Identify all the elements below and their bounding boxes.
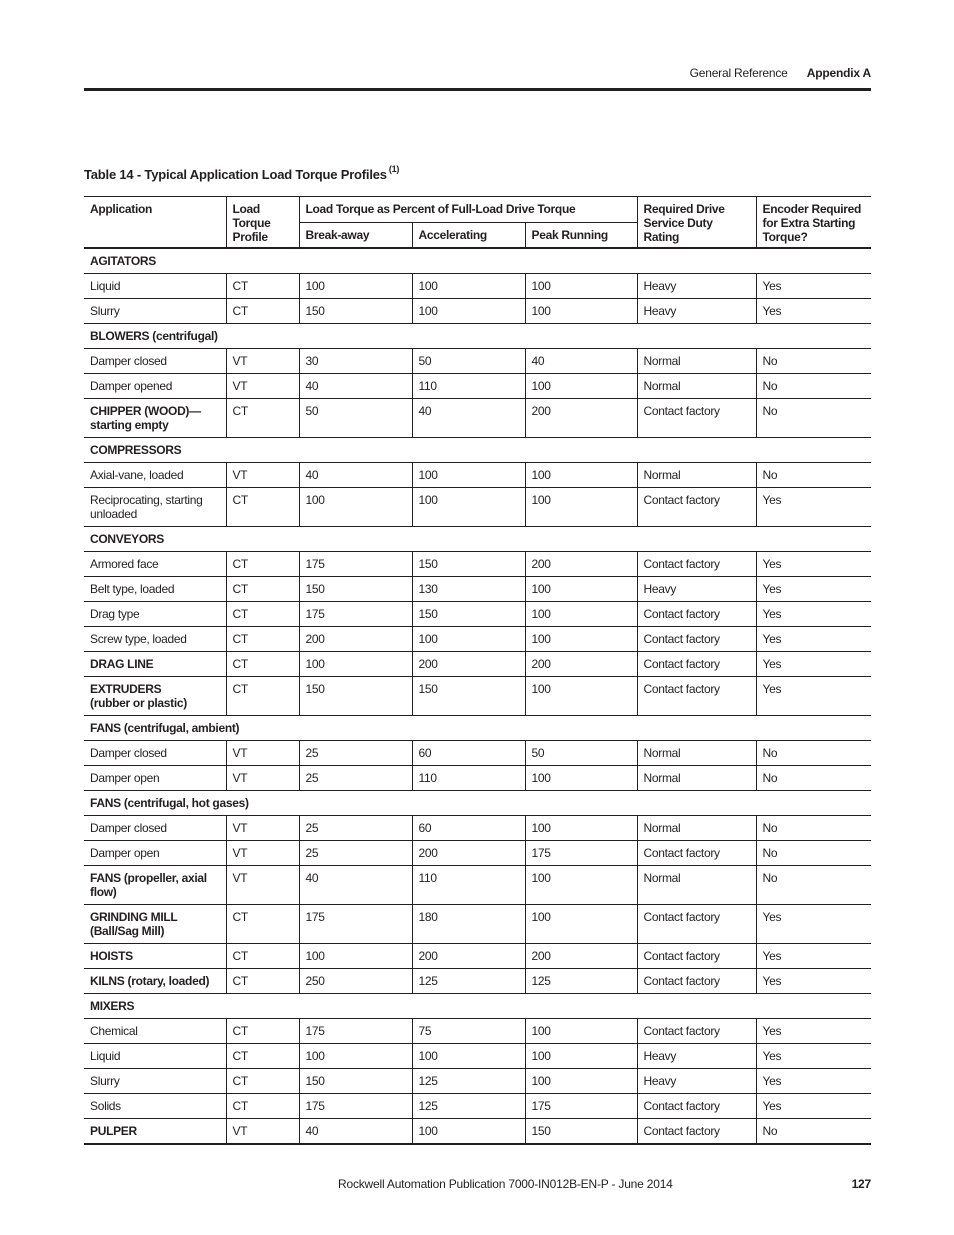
application-cell: CHIPPER (WOOD)— starting empty [84, 399, 226, 438]
duty-rating-cell: Contact factory [637, 969, 756, 994]
duty-rating-cell: Normal [637, 741, 756, 766]
duty-rating-cell: Normal [637, 374, 756, 399]
accelerating-cell: 60 [412, 816, 525, 841]
peak-running-cell: 100 [525, 577, 637, 602]
encoder-cell: No [756, 766, 871, 791]
application-cell: GRINDING MILL (Ball/Sag Mill) [84, 905, 226, 944]
duty-rating-cell: Contact factory [637, 841, 756, 866]
profile-cell: CT [226, 1069, 299, 1094]
breakaway-cell: 25 [299, 741, 412, 766]
breakaway-cell: 100 [299, 1044, 412, 1069]
table-row [84, 1019, 871, 1044]
col-header-accelerating: Accelerating [412, 223, 525, 249]
encoder-cell: No [756, 816, 871, 841]
application-cell: Liquid [84, 1044, 226, 1069]
table-body [84, 248, 871, 1144]
duty-rating-cell: Heavy [637, 274, 756, 299]
col-header-duty-rating: Required Drive Service Duty Rating [637, 197, 756, 249]
profile-cell: CT [226, 969, 299, 994]
application-cell: Damper open [84, 841, 226, 866]
group-header-row [84, 994, 871, 1019]
profile-cell: CT [226, 1094, 299, 1119]
accelerating-cell: 150 [412, 602, 525, 627]
profile-cell: VT [226, 816, 299, 841]
peak-running-cell: 50 [525, 741, 637, 766]
breakaway-cell: 100 [299, 944, 412, 969]
accelerating-cell: 110 [412, 866, 525, 905]
table-row [84, 552, 871, 577]
duty-rating-cell: Contact factory [637, 1119, 756, 1145]
breakaway-cell: 25 [299, 766, 412, 791]
col-header-breakaway: Break-away [299, 223, 412, 249]
peak-running-cell: 100 [525, 816, 637, 841]
accelerating-cell: 100 [412, 627, 525, 652]
application-cell: Damper closed [84, 816, 226, 841]
profile-cell: VT [226, 741, 299, 766]
table-row [84, 944, 871, 969]
accelerating-cell: 50 [412, 349, 525, 374]
accelerating-cell: 75 [412, 1019, 525, 1044]
table-row [84, 463, 871, 488]
duty-rating-cell: Normal [637, 816, 756, 841]
table-row [84, 374, 871, 399]
application-cell: Belt type, loaded [84, 577, 226, 602]
profile-cell: CT [226, 552, 299, 577]
profile-cell: VT [226, 1119, 299, 1145]
application-cell: Damper closed [84, 741, 226, 766]
peak-running-cell: 200 [525, 652, 637, 677]
encoder-cell: Yes [756, 552, 871, 577]
table-row [84, 602, 871, 627]
peak-running-cell: 100 [525, 602, 637, 627]
group-header-row [84, 527, 871, 552]
page-number: 127 [851, 1177, 871, 1191]
duty-rating-cell: Contact factory [637, 488, 756, 527]
encoder-cell: Yes [756, 274, 871, 299]
duty-rating-cell: Contact factory [637, 552, 756, 577]
duty-rating-cell: Normal [637, 866, 756, 905]
breakaway-cell: 40 [299, 463, 412, 488]
peak-running-cell: 40 [525, 349, 637, 374]
table-row [84, 741, 871, 766]
accelerating-cell: 125 [412, 969, 525, 994]
peak-running-cell: 100 [525, 463, 637, 488]
peak-running-cell: 100 [525, 1044, 637, 1069]
encoder-cell: Yes [756, 627, 871, 652]
peak-running-cell: 175 [525, 841, 637, 866]
breakaway-cell: 175 [299, 905, 412, 944]
application-cell: FANS (propeller, axial flow) [84, 866, 226, 905]
table-row [84, 841, 871, 866]
duty-rating-cell: Normal [637, 463, 756, 488]
application-cell: Axial-vane, loaded [84, 463, 226, 488]
table-title-text: Table 14 - Typical Application Load Torque Profiles [84, 167, 387, 182]
encoder-cell: Yes [756, 577, 871, 602]
encoder-cell: No [756, 741, 871, 766]
application-cell: Slurry [84, 1069, 226, 1094]
peak-running-cell: 100 [525, 766, 637, 791]
breakaway-cell: 40 [299, 374, 412, 399]
peak-running-cell: 100 [525, 488, 637, 527]
profile-cell: VT [226, 463, 299, 488]
encoder-cell: Yes [756, 969, 871, 994]
table-row [84, 969, 871, 994]
duty-rating-cell: Contact factory [637, 399, 756, 438]
duty-rating-cell: Normal [637, 349, 756, 374]
application-cell: Reciprocating, starting unloaded [84, 488, 226, 527]
accelerating-cell: 200 [412, 652, 525, 677]
accelerating-cell: 150 [412, 552, 525, 577]
application-cell: Screw type, loaded [84, 627, 226, 652]
profile-cell: CT [226, 488, 299, 527]
encoder-cell: No [756, 349, 871, 374]
encoder-cell: Yes [756, 1069, 871, 1094]
breakaway-cell: 100 [299, 274, 412, 299]
application-cell: Damper open [84, 766, 226, 791]
group-header-row [84, 438, 871, 463]
running-header [690, 66, 871, 80]
table-row [84, 349, 871, 374]
encoder-cell: Yes [756, 602, 871, 627]
application-cell: Damper opened [84, 374, 226, 399]
application-cell: Drag type [84, 602, 226, 627]
profile-cell: CT [226, 627, 299, 652]
accelerating-cell: 125 [412, 1094, 525, 1119]
encoder-cell: Yes [756, 488, 871, 527]
peak-running-cell: 200 [525, 399, 637, 438]
application-cell: Armored face [84, 552, 226, 577]
profile-cell: CT [226, 399, 299, 438]
table-row [84, 627, 871, 652]
profile-cell: VT [226, 374, 299, 399]
profile-cell: CT [226, 1044, 299, 1069]
table-title-footnote: (1) [388, 164, 400, 174]
accelerating-cell: 130 [412, 577, 525, 602]
table-row [84, 652, 871, 677]
accelerating-cell: 100 [412, 1119, 525, 1145]
group-header-row [84, 791, 871, 816]
profile-cell: CT [226, 652, 299, 677]
duty-rating-cell: Heavy [637, 1069, 756, 1094]
breakaway-cell: 150 [299, 1069, 412, 1094]
breakaway-cell: 40 [299, 1119, 412, 1145]
breakaway-cell: 175 [299, 1094, 412, 1119]
group-label: COMPRESSORS [84, 438, 871, 463]
application-cell: Liquid [84, 274, 226, 299]
encoder-cell: Yes [756, 652, 871, 677]
accelerating-cell: 100 [412, 488, 525, 527]
profile-cell: CT [226, 274, 299, 299]
breakaway-cell: 175 [299, 1019, 412, 1044]
breakaway-cell: 100 [299, 652, 412, 677]
profile-cell: CT [226, 905, 299, 944]
application-cell: Chemical [84, 1019, 226, 1044]
duty-rating-cell: Normal [637, 766, 756, 791]
breakaway-cell: 25 [299, 841, 412, 866]
profile-cell: CT [226, 1019, 299, 1044]
accelerating-cell: 125 [412, 1069, 525, 1094]
accelerating-cell: 110 [412, 766, 525, 791]
peak-running-cell: 200 [525, 552, 637, 577]
table-row [84, 1119, 871, 1145]
duty-rating-cell: Contact factory [637, 652, 756, 677]
profile-cell: CT [226, 299, 299, 324]
breakaway-cell: 50 [299, 399, 412, 438]
application-cell: Slurry [84, 299, 226, 324]
appendix-label: Appendix A [806, 66, 871, 80]
peak-running-cell: 100 [525, 1069, 637, 1094]
publication-info: Rockwell Automation Publication 7000-IN012B-EN-P - June 2014 [338, 1177, 673, 1191]
profile-cell: CT [226, 944, 299, 969]
encoder-cell: No [756, 841, 871, 866]
accelerating-cell: 100 [412, 1044, 525, 1069]
breakaway-cell: 100 [299, 488, 412, 527]
table-row [84, 766, 871, 791]
breakaway-cell: 40 [299, 866, 412, 905]
duty-rating-cell: Contact factory [637, 1019, 756, 1044]
peak-running-cell: 100 [525, 274, 637, 299]
duty-rating-cell: Contact factory [637, 905, 756, 944]
table-row [84, 1044, 871, 1069]
application-cell: HOISTS [84, 944, 226, 969]
encoder-cell: Yes [756, 1019, 871, 1044]
duty-rating-cell: Heavy [637, 299, 756, 324]
application-cell: DRAG LINE [84, 652, 226, 677]
accelerating-cell: 60 [412, 741, 525, 766]
encoder-cell: Yes [756, 299, 871, 324]
table-title [84, 164, 400, 182]
encoder-cell: Yes [756, 677, 871, 716]
col-header-load-torque-group: Load Torque as Percent of Full-Load Drive Torque [299, 197, 637, 223]
duty-rating-cell: Contact factory [637, 944, 756, 969]
peak-running-cell: 175 [525, 1094, 637, 1119]
accelerating-cell: 100 [412, 463, 525, 488]
profile-cell: VT [226, 841, 299, 866]
peak-running-cell: 100 [525, 905, 637, 944]
application-cell: Solids [84, 1094, 226, 1119]
profile-cell: CT [226, 577, 299, 602]
peak-running-cell: 100 [525, 866, 637, 905]
accelerating-cell: 200 [412, 944, 525, 969]
peak-running-cell: 100 [525, 627, 637, 652]
accelerating-cell: 180 [412, 905, 525, 944]
accelerating-cell: 100 [412, 274, 525, 299]
duty-rating-cell: Contact factory [637, 627, 756, 652]
breakaway-cell: 30 [299, 349, 412, 374]
profile-cell: VT [226, 866, 299, 905]
duty-rating-cell: Heavy [637, 1044, 756, 1069]
profile-cell: VT [226, 766, 299, 791]
encoder-cell: No [756, 866, 871, 905]
breakaway-cell: 150 [299, 677, 412, 716]
group-header-row [84, 248, 871, 274]
application-cell: KILNS (rotary, loaded) [84, 969, 226, 994]
group-label: BLOWERS (centrifugal) [84, 324, 871, 349]
application-cell: PULPER [84, 1119, 226, 1145]
group-header-row [84, 716, 871, 741]
col-header-application: Application [84, 197, 226, 249]
accelerating-cell: 40 [412, 399, 525, 438]
col-header-encoder: Encoder Required for Extra Starting Torque? [756, 197, 871, 249]
duty-rating-cell: Heavy [637, 577, 756, 602]
application-cell: EXTRUDERS (rubber or plastic) [84, 677, 226, 716]
breakaway-cell: 150 [299, 299, 412, 324]
encoder-cell: Yes [756, 944, 871, 969]
encoder-cell: No [756, 1119, 871, 1145]
profile-cell: CT [226, 602, 299, 627]
table-row [84, 905, 871, 944]
peak-running-cell: 100 [525, 299, 637, 324]
table-row [84, 274, 871, 299]
breakaway-cell: 150 [299, 577, 412, 602]
group-label: AGITATORS [84, 248, 871, 274]
peak-running-cell: 125 [525, 969, 637, 994]
table-row [84, 299, 871, 324]
profile-cell: VT [226, 349, 299, 374]
table-row [84, 1069, 871, 1094]
encoder-cell: No [756, 463, 871, 488]
group-label: MIXERS [84, 994, 871, 1019]
peak-running-cell: 200 [525, 944, 637, 969]
application-cell: Damper closed [84, 349, 226, 374]
table-row [84, 866, 871, 905]
table-row [84, 399, 871, 438]
accelerating-cell: 100 [412, 299, 525, 324]
encoder-cell: Yes [756, 1094, 871, 1119]
group-label: FANS (centrifugal, hot gases) [84, 791, 871, 816]
accelerating-cell: 150 [412, 677, 525, 716]
col-header-peak-running: Peak Running [525, 223, 637, 249]
encoder-cell: No [756, 399, 871, 438]
table-row [84, 488, 871, 527]
encoder-cell: No [756, 374, 871, 399]
table-row [84, 577, 871, 602]
peak-running-cell: 100 [525, 677, 637, 716]
breakaway-cell: 200 [299, 627, 412, 652]
breakaway-cell: 175 [299, 602, 412, 627]
breakaway-cell: 175 [299, 552, 412, 577]
table-row [84, 816, 871, 841]
encoder-cell: Yes [756, 1044, 871, 1069]
table-row [84, 677, 871, 716]
encoder-cell: Yes [756, 905, 871, 944]
peak-running-cell: 150 [525, 1119, 637, 1145]
col-header-profile: Load Torque Profile [226, 197, 299, 249]
breakaway-cell: 25 [299, 816, 412, 841]
duty-rating-cell: Contact factory [637, 677, 756, 716]
profile-cell: CT [226, 677, 299, 716]
peak-running-cell: 100 [525, 1019, 637, 1044]
breakaway-cell: 250 [299, 969, 412, 994]
group-label: FANS (centrifugal, ambient) [84, 716, 871, 741]
peak-running-cell: 100 [525, 374, 637, 399]
accelerating-cell: 200 [412, 841, 525, 866]
section-title: General Reference [689, 66, 788, 80]
accelerating-cell: 110 [412, 374, 525, 399]
table-row [84, 1094, 871, 1119]
duty-rating-cell: Contact factory [637, 602, 756, 627]
group-label: CONVEYORS [84, 527, 871, 552]
load-torque-table [84, 196, 871, 1145]
group-header-row [84, 324, 871, 349]
duty-rating-cell: Contact factory [637, 1094, 756, 1119]
header-rule [84, 88, 871, 91]
